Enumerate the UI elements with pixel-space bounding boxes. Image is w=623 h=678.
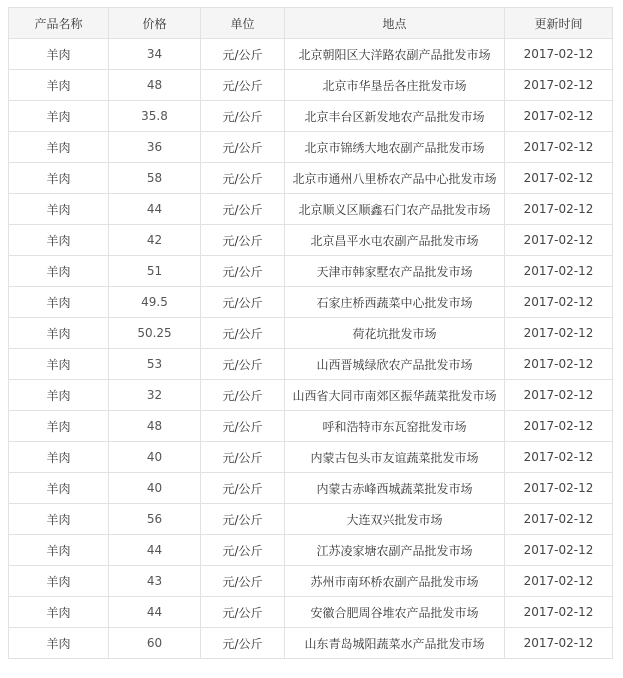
- location-cell: 山东青岛城阳蔬菜水产品批发市场: [285, 628, 505, 659]
- update-time-cell: 2017-02-12: [505, 349, 613, 380]
- table-row: [9, 70, 613, 101]
- unit-cell: 元/公斤: [201, 39, 285, 70]
- product-name-cell: 羊肉: [9, 628, 109, 659]
- update-time-cell: 2017-02-12: [505, 287, 613, 318]
- unit-cell: 元/公斤: [201, 535, 285, 566]
- price-cell: 44: [109, 535, 201, 566]
- table-body: [9, 39, 613, 659]
- table-row: [9, 628, 613, 659]
- update-time-cell: 2017-02-12: [505, 535, 613, 566]
- product-name-cell: 羊肉: [9, 411, 109, 442]
- price-cell: 53: [109, 349, 201, 380]
- unit-cell: 元/公斤: [201, 101, 285, 132]
- location-cell: 北京昌平水屯农副产品批发市场: [285, 225, 505, 256]
- location-cell: 内蒙古包头市友谊蔬菜批发市场: [285, 442, 505, 473]
- product-name-cell: 羊肉: [9, 287, 109, 318]
- unit-cell: 元/公斤: [201, 225, 285, 256]
- table-row: [9, 318, 613, 349]
- location-cell: 安徽合肥周谷堆农产品批发市场: [285, 597, 505, 628]
- product-name-cell: 羊肉: [9, 101, 109, 132]
- product-name-cell: 羊肉: [9, 70, 109, 101]
- product-name-cell: 羊肉: [9, 256, 109, 287]
- update-time-cell: 2017-02-12: [505, 70, 613, 101]
- unit-cell: 元/公斤: [201, 318, 285, 349]
- unit-cell: 元/公斤: [201, 597, 285, 628]
- header-location: 地点: [285, 8, 505, 39]
- header-update-time: 更新时间: [505, 8, 613, 39]
- header-unit: 单位: [201, 8, 285, 39]
- unit-cell: 元/公斤: [201, 442, 285, 473]
- location-cell: 山西省大同市南郊区振华蔬菜批发市场: [285, 380, 505, 411]
- update-time-cell: 2017-02-12: [505, 256, 613, 287]
- update-time-cell: 2017-02-12: [505, 225, 613, 256]
- table-row: [9, 225, 613, 256]
- price-table-container: [8, 7, 613, 659]
- location-cell: 北京市华垦岳各庄批发市场: [285, 70, 505, 101]
- unit-cell: 元/公斤: [201, 566, 285, 597]
- unit-cell: 元/公斤: [201, 132, 285, 163]
- unit-cell: 元/公斤: [201, 163, 285, 194]
- table-row: [9, 504, 613, 535]
- update-time-cell: 2017-02-12: [505, 318, 613, 349]
- location-cell: 北京市通州八里桥农产品中心批发市场: [285, 163, 505, 194]
- product-name-cell: 羊肉: [9, 39, 109, 70]
- table-row: [9, 442, 613, 473]
- unit-cell: 元/公斤: [201, 628, 285, 659]
- update-time-cell: 2017-02-12: [505, 194, 613, 225]
- location-cell: 石家庄桥西蔬菜中心批发市场: [285, 287, 505, 318]
- price-cell: 40: [109, 473, 201, 504]
- location-cell: 大连双兴批发市场: [285, 504, 505, 535]
- product-name-cell: 羊肉: [9, 349, 109, 380]
- table-row: [9, 194, 613, 225]
- product-name-cell: 羊肉: [9, 442, 109, 473]
- update-time-cell: 2017-02-12: [505, 163, 613, 194]
- price-cell: 60: [109, 628, 201, 659]
- table-header-row: [9, 8, 613, 39]
- update-time-cell: 2017-02-12: [505, 132, 613, 163]
- unit-cell: 元/公斤: [201, 194, 285, 225]
- product-name-cell: 羊肉: [9, 473, 109, 504]
- update-time-cell: 2017-02-12: [505, 628, 613, 659]
- price-cell: 48: [109, 70, 201, 101]
- price-cell: 43: [109, 566, 201, 597]
- product-name-cell: 羊肉: [9, 163, 109, 194]
- product-name-cell: 羊肉: [9, 597, 109, 628]
- price-cell: 51: [109, 256, 201, 287]
- product-name-cell: 羊肉: [9, 535, 109, 566]
- table-row: [9, 39, 613, 70]
- price-cell: 40: [109, 442, 201, 473]
- product-name-cell: 羊肉: [9, 318, 109, 349]
- location-cell: 北京市锦绣大地农副产品批发市场: [285, 132, 505, 163]
- table-row: [9, 411, 613, 442]
- price-cell: 50.25: [109, 318, 201, 349]
- unit-cell: 元/公斤: [201, 256, 285, 287]
- header-product-name: 产品名称: [9, 8, 109, 39]
- unit-cell: 元/公斤: [201, 70, 285, 101]
- update-time-cell: 2017-02-12: [505, 473, 613, 504]
- price-cell: 42: [109, 225, 201, 256]
- product-name-cell: 羊肉: [9, 566, 109, 597]
- update-time-cell: 2017-02-12: [505, 566, 613, 597]
- update-time-cell: 2017-02-12: [505, 101, 613, 132]
- location-cell: 江苏凌家塘农副产品批发市场: [285, 535, 505, 566]
- header-price: 价格: [109, 8, 201, 39]
- location-cell: 山西晋城绿欣农产品批发市场: [285, 349, 505, 380]
- table-row: [9, 287, 613, 318]
- unit-cell: 元/公斤: [201, 504, 285, 535]
- unit-cell: 元/公斤: [201, 411, 285, 442]
- table-row: [9, 566, 613, 597]
- product-name-cell: 羊肉: [9, 504, 109, 535]
- update-time-cell: 2017-02-12: [505, 39, 613, 70]
- price-cell: 44: [109, 194, 201, 225]
- update-time-cell: 2017-02-12: [505, 411, 613, 442]
- table-row: [9, 380, 613, 411]
- price-cell: 44: [109, 597, 201, 628]
- unit-cell: 元/公斤: [201, 287, 285, 318]
- update-time-cell: 2017-02-12: [505, 442, 613, 473]
- price-cell: 56: [109, 504, 201, 535]
- unit-cell: 元/公斤: [201, 349, 285, 380]
- product-name-cell: 羊肉: [9, 194, 109, 225]
- update-time-cell: 2017-02-12: [505, 597, 613, 628]
- price-table: [8, 7, 613, 659]
- unit-cell: 元/公斤: [201, 380, 285, 411]
- table-row: [9, 535, 613, 566]
- table-row: [9, 163, 613, 194]
- price-cell: 49.5: [109, 287, 201, 318]
- location-cell: 内蒙古赤峰西城蔬菜批发市场: [285, 473, 505, 504]
- table-row: [9, 132, 613, 163]
- price-cell: 48: [109, 411, 201, 442]
- product-name-cell: 羊肉: [9, 225, 109, 256]
- table-row: [9, 349, 613, 380]
- price-cell: 36: [109, 132, 201, 163]
- location-cell: 天津市韩家墅农产品批发市场: [285, 256, 505, 287]
- location-cell: 北京丰台区新发地农产品批发市场: [285, 101, 505, 132]
- location-cell: 荷花坑批发市场: [285, 318, 505, 349]
- location-cell: 北京顺义区顺鑫石门农产品批发市场: [285, 194, 505, 225]
- table-row: [9, 473, 613, 504]
- update-time-cell: 2017-02-12: [505, 504, 613, 535]
- product-name-cell: 羊肉: [9, 132, 109, 163]
- price-cell: 58: [109, 163, 201, 194]
- unit-cell: 元/公斤: [201, 473, 285, 504]
- table-row: [9, 101, 613, 132]
- update-time-cell: 2017-02-12: [505, 380, 613, 411]
- price-cell: 32: [109, 380, 201, 411]
- price-cell: 34: [109, 39, 201, 70]
- product-name-cell: 羊肉: [9, 380, 109, 411]
- location-cell: 呼和浩特市东瓦窑批发市场: [285, 411, 505, 442]
- table-row: [9, 256, 613, 287]
- location-cell: 北京朝阳区大洋路农副产品批发市场: [285, 39, 505, 70]
- location-cell: 苏州市南环桥农副产品批发市场: [285, 566, 505, 597]
- table-row: [9, 597, 613, 628]
- price-cell: 35.8: [109, 101, 201, 132]
